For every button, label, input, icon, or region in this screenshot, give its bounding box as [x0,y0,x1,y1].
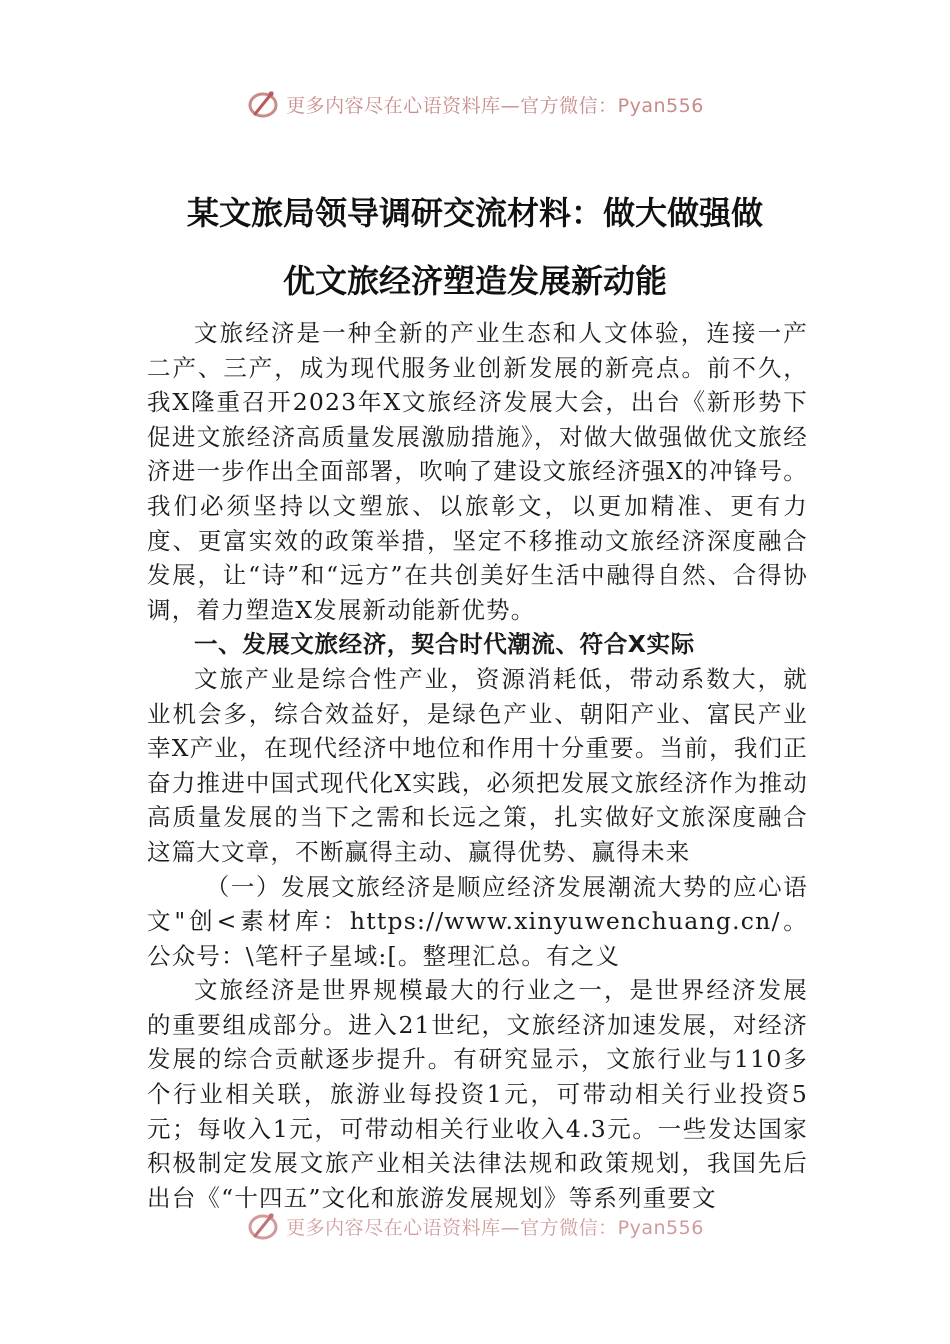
paragraph-subsection-1-1: 文旅经济是世界规模最大的行业之一，是世界经济发展的重要组成部分。进入21世纪，文旅经济加速发展，对经济发展的综合贡献逐步提升。有研究显示，文旅行业与110多个行业相关联，旅游业每投资1元，可带动相关行业投资5元；每收入1元，可带动相关行业收入4.3元。一些发达国家积极制定发展文旅产业相关法律法规和政策规划，我国先后出台《“十四五”文化和旅游发展规划》等系列重要文 [147,976,808,1212]
document-body [147,316,808,1215]
watermark-footer [0,1206,950,1246]
document-title-line-2: 优文旅经济塑造发展新动能 [282,262,667,300]
paragraph-intro: 文旅经济是一种全新的产业生态和人文体验，连接一产二产、三产，成为现代服务业创新发展的新亮点。前不久，我X隆重召开2023年X文旅经济发展大会，出台《新形势下促进文旅经济高质量发展激励措施》，对做大做强做优文旅经济进一步作出全面部署，吹响了建设文旅经济强X的冲锋号。我们必须坚持以文塑旅、以旅彰文，以更加精准、更有力度、更富实效的政策举措，坚定不移推动文旅经济深度融合发展，让“诗”和“远方”在共创美好生活中融得自然、合得协调，着力塑造X发展新动能新优势。 [147,319,808,624]
document-title-line-1: 某文旅局领导调研交流材料：做大做强做 [186,194,763,232]
section-heading-1: 一、发展文旅经济，契合时代潮流、符合X实际 [194,630,695,659]
brush-ring-logo-icon [246,1209,280,1243]
paragraph-section-1: 文旅产业是综合性产业，资源消耗低，带动系数大，就业机会多，综合效益好，是绿色产业、朝阳产业、富民产业幸X产业，在现代经济中地位和作用十分重要。当前，我们正奋力推进中国式现代化X实践，必须把发展文旅经济作为推动高质量发展的当下之需和长远之策，扎实做好文旅深度融合这篇大文章，不断赢得主动、赢得优势、赢得未来 [147,664,808,866]
brush-ring-logo-icon [246,87,280,121]
watermark-header [0,84,950,124]
subheading-1-1: （一）发展文旅经济是顺应经济发展潮流大势的应心语文"创<素材库：https://www.xinyuwenchuang.cn/。公众号：\笔杆子星域:[。整理汇总。有之义 [147,872,808,970]
watermark-text: 更多内容尽在心语资料库—官方微信：Pyan556 [286,94,704,117]
watermark-text-footer: 更多内容尽在心语资料库—官方微信：Pyan556 [286,1216,704,1239]
